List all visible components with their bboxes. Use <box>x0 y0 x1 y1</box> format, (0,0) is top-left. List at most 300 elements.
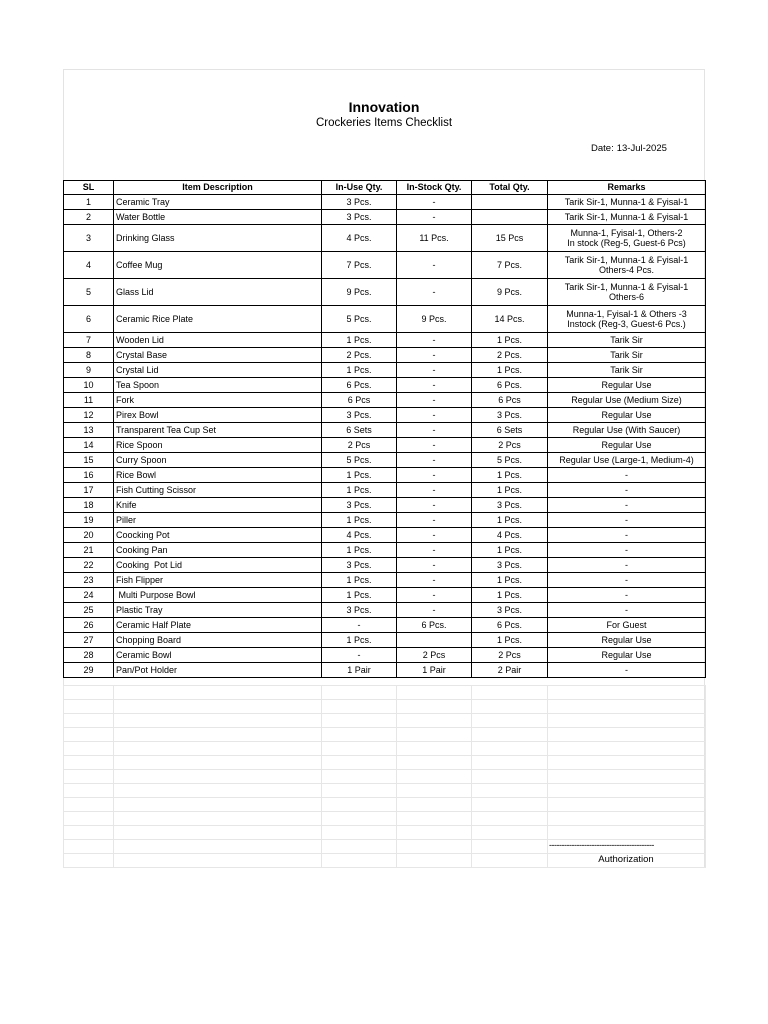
empty-cell <box>472 784 548 798</box>
table-row <box>64 279 706 306</box>
table-row <box>64 558 706 573</box>
cell-remarks: - <box>548 468 706 483</box>
cell-sl: 7 <box>64 333 114 348</box>
cell-remarks: - <box>548 663 706 678</box>
empty-cell <box>548 728 706 742</box>
cell-sl: 24 <box>64 588 114 603</box>
cell-sl: 8 <box>64 348 114 363</box>
cell-in-use-qty: 6 Sets <box>322 423 397 438</box>
cell-sl: 17 <box>64 483 114 498</box>
remarks-line-2: Others-6 <box>608 292 644 302</box>
table-row <box>64 603 706 618</box>
cell-in-stock-qty: 11 Pcs. <box>397 225 472 252</box>
cell-remarks: Regular Use <box>548 633 706 648</box>
empty-row <box>64 728 706 742</box>
table-row <box>64 648 706 663</box>
cell-total-qty: 1 Pcs. <box>472 588 548 603</box>
cell-total-qty: 3 Pcs. <box>472 498 548 513</box>
empty-cell <box>472 812 548 826</box>
cell-remarks: Tarik Sir <box>548 363 706 378</box>
cell-item-description: Coffee Mug <box>114 252 322 279</box>
empty-cell <box>114 840 322 854</box>
cell-remarks <box>548 225 706 252</box>
table-row <box>64 588 706 603</box>
cell-sl: 28 <box>64 648 114 663</box>
cell-total-qty: 3 Pcs. <box>472 603 548 618</box>
column-header-sl: SL <box>64 181 114 195</box>
cell-total-qty: 3 Pcs. <box>472 558 548 573</box>
cell-remarks: Regular Use <box>548 408 706 423</box>
cell-remarks: - <box>548 573 706 588</box>
empty-cell <box>548 714 706 728</box>
empty-cell <box>322 854 397 868</box>
cell-remarks: Regular Use (With Saucer) <box>548 423 706 438</box>
empty-cell <box>472 714 548 728</box>
table-row <box>64 306 706 333</box>
empty-cell <box>397 700 472 714</box>
empty-cell <box>472 686 548 700</box>
cell-in-use-qty: 1 Pcs. <box>322 513 397 528</box>
table-row <box>64 363 706 378</box>
empty-cell <box>548 770 706 784</box>
cell-sl: 5 <box>64 279 114 306</box>
cell-total-qty: 1 Pcs. <box>472 333 548 348</box>
table-row <box>64 438 706 453</box>
cell-in-use-qty: 2 Pcs. <box>322 348 397 363</box>
cell-in-use-qty: 3 Pcs. <box>322 603 397 618</box>
cell-item-description: Cooking Pan <box>114 543 322 558</box>
cell-in-stock-qty: - <box>397 543 472 558</box>
cell-item-description: Pan/Pot Holder <box>114 663 322 678</box>
empty-row <box>64 798 706 812</box>
cell-total-qty <box>472 195 548 210</box>
remarks-line-2: Instock (Reg-3, Guest-6 Pcs.) <box>567 319 686 329</box>
cell-in-use-qty: 1 Pcs. <box>322 543 397 558</box>
empty-cell <box>472 742 548 756</box>
cell-in-stock-qty: - <box>397 588 472 603</box>
empty-cell <box>397 756 472 770</box>
empty-cell <box>114 714 322 728</box>
empty-cell <box>548 784 706 798</box>
cell-in-stock-qty: 6 Pcs. <box>397 618 472 633</box>
cell-item-description: Glass Lid <box>114 279 322 306</box>
cell-item-description: Chopping Board <box>114 633 322 648</box>
empty-cell <box>397 854 472 868</box>
cell-item-description: Plastic Tray <box>114 603 322 618</box>
cell-remarks: Regular Use <box>548 378 706 393</box>
cell-in-use-qty: 1 Pcs. <box>322 573 397 588</box>
document-title: Innovation <box>348 99 420 115</box>
cell-item-description: Coocking Pot <box>114 528 322 543</box>
cell-in-stock-qty: - <box>397 210 472 225</box>
cell-remarks: Regular Use (Large-1, Medium-4) <box>548 453 706 468</box>
cell-item-description: Drinking Glass <box>114 225 322 252</box>
cell-in-use-qty: 2 Pcs <box>322 438 397 453</box>
cell-remarks: - <box>548 543 706 558</box>
empty-row <box>64 826 706 840</box>
empty-cell <box>322 812 397 826</box>
empty-cell <box>114 798 322 812</box>
empty-cell <box>114 812 322 826</box>
empty-row <box>64 756 706 770</box>
cell-total-qty: 2 Pcs. <box>472 348 548 363</box>
cell-remarks <box>548 252 706 279</box>
table-row <box>64 210 706 225</box>
cell-in-use-qty: 1 Pcs. <box>322 363 397 378</box>
cell-in-stock-qty: - <box>397 252 472 279</box>
empty-cell <box>472 756 548 770</box>
table-row <box>64 195 706 210</box>
cell-remarks: Regular Use (Medium Size) <box>548 393 706 408</box>
cell-in-stock-qty: - <box>397 573 472 588</box>
empty-cell <box>64 840 114 854</box>
empty-cell <box>548 686 706 700</box>
cell-item-description: Wooden Lid <box>114 333 322 348</box>
cell-item-description: Curry Spoon <box>114 453 322 468</box>
column-header-total: Total Qty. <box>472 181 548 195</box>
cell-in-stock-qty: 9 Pcs. <box>397 306 472 333</box>
cell-item-description: Tea Spoon <box>114 378 322 393</box>
empty-cell <box>64 714 114 728</box>
empty-cell <box>397 686 472 700</box>
empty-cell <box>114 686 322 700</box>
cell-total-qty: 1 Pcs. <box>472 513 548 528</box>
cell-in-use-qty: - <box>322 618 397 633</box>
date-value: 13-Jul-2025 <box>616 143 667 154</box>
empty-cell <box>548 756 706 770</box>
cell-remarks: Tarik Sir-1, Munna-1 & Fyisal-1 <box>548 210 706 225</box>
empty-cell <box>114 784 322 798</box>
table-row <box>64 498 706 513</box>
empty-cell <box>322 840 397 854</box>
cell-total-qty: 2 Pcs <box>472 438 548 453</box>
cell-in-stock-qty: 1 Pair <box>397 663 472 678</box>
table-row <box>64 528 706 543</box>
table-row <box>64 333 706 348</box>
empty-row <box>64 742 706 756</box>
cell-total-qty: 1 Pcs. <box>472 633 548 648</box>
cell-sl: 1 <box>64 195 114 210</box>
cell-sl: 4 <box>64 252 114 279</box>
cell-sl: 25 <box>64 603 114 618</box>
table-row <box>64 633 706 648</box>
cell-in-stock-qty: - <box>397 393 472 408</box>
empty-cell <box>64 798 114 812</box>
cell-in-stock-qty: - <box>397 279 472 306</box>
cell-sl: 21 <box>64 543 114 558</box>
cell-in-use-qty: 1 Pcs. <box>322 633 397 648</box>
empty-cell <box>472 854 548 868</box>
cell-item-description: Crystal Lid <box>114 363 322 378</box>
cell-in-use-qty: 1 Pcs. <box>322 588 397 603</box>
empty-cell <box>322 714 397 728</box>
empty-row <box>64 770 706 784</box>
cell-item-description: Fish Flipper <box>114 573 322 588</box>
empty-cell <box>114 756 322 770</box>
table-row <box>64 513 706 528</box>
cell-sl: 3 <box>64 225 114 252</box>
cell-sl: 18 <box>64 498 114 513</box>
empty-cell <box>397 840 472 854</box>
empty-cell <box>114 742 322 756</box>
empty-cell <box>472 840 548 854</box>
column-header-in-stock: In-Stock Qty. <box>397 181 472 195</box>
cell-in-stock-qty: - <box>397 513 472 528</box>
cell-total-qty: 6 Pcs. <box>472 618 548 633</box>
empty-cell <box>472 770 548 784</box>
remarks-line-2: In stock (Reg-5, Guest-6 Pcs) <box>567 238 686 248</box>
cell-remarks: - <box>548 588 706 603</box>
table-row <box>64 393 706 408</box>
cell-item-description: Ceramic Tray <box>114 195 322 210</box>
cell-in-use-qty: 4 Pcs. <box>322 225 397 252</box>
empty-cell <box>114 854 322 868</box>
cell-total-qty: 9 Pcs. <box>472 279 548 306</box>
cell-remarks: Tarik Sir <box>548 348 706 363</box>
cell-item-description: Ceramic Half Plate <box>114 618 322 633</box>
cell-sl: 10 <box>64 378 114 393</box>
cell-in-use-qty: 3 Pcs. <box>322 558 397 573</box>
table-header-row <box>64 181 706 195</box>
cell-sl: 2 <box>64 210 114 225</box>
empty-cell <box>322 728 397 742</box>
cell-item-description: Fork <box>114 393 322 408</box>
cell-item-description: Cooking Pot Lid <box>114 558 322 573</box>
cell-item-description: Knife <box>114 498 322 513</box>
cell-in-stock-qty: - <box>397 468 472 483</box>
table-row <box>64 252 706 279</box>
empty-cell <box>64 812 114 826</box>
empty-cell <box>64 742 114 756</box>
cell-in-use-qty: 6 Pcs. <box>322 378 397 393</box>
cell-remarks: For Guest <box>548 618 706 633</box>
cell-total-qty: 2 Pcs <box>472 648 548 663</box>
cell-in-stock-qty: - <box>397 195 472 210</box>
cell-sl: 26 <box>64 618 114 633</box>
empty-cell <box>548 742 706 756</box>
empty-cell <box>322 700 397 714</box>
cell-item-description: Fish Cutting Scissor <box>114 483 322 498</box>
empty-cell <box>397 770 472 784</box>
checklist-table <box>63 180 706 678</box>
empty-row <box>64 812 706 826</box>
empty-cell <box>548 798 706 812</box>
cell-sl: 29 <box>64 663 114 678</box>
column-header-in-use: In-Use Qty. <box>322 181 397 195</box>
cell-total-qty: 1 Pcs. <box>472 543 548 558</box>
cell-sl: 12 <box>64 408 114 423</box>
cell-in-stock-qty: - <box>397 348 472 363</box>
cell-remarks: - <box>548 603 706 618</box>
cell-in-use-qty: 3 Pcs. <box>322 195 397 210</box>
empty-cell <box>114 728 322 742</box>
cell-total-qty: 6 Pcs <box>472 393 548 408</box>
cell-remarks: Tarik Sir-1, Munna-1 & Fyisal-1 <box>548 195 706 210</box>
cell-item-description: Transparent Tea Cup Set <box>114 423 322 438</box>
empty-row <box>64 700 706 714</box>
cell-remarks: Regular Use <box>548 438 706 453</box>
cell-item-description: Pirex Bowl <box>114 408 322 423</box>
table-row <box>64 663 706 678</box>
cell-remarks: - <box>548 528 706 543</box>
cell-total-qty: 5 Pcs. <box>472 453 548 468</box>
cell-item-description: Rice Spoon <box>114 438 322 453</box>
cell-total-qty: 7 Pcs. <box>472 252 548 279</box>
cell-sl: 11 <box>64 393 114 408</box>
cell-in-use-qty: 1 Pcs. <box>322 483 397 498</box>
cell-in-stock-qty: - <box>397 333 472 348</box>
empty-cell <box>64 854 114 868</box>
cell-in-stock-qty: - <box>397 483 472 498</box>
cell-in-use-qty: 5 Pcs. <box>322 453 397 468</box>
cell-total-qty: 6 Sets <box>472 423 548 438</box>
table-row <box>64 573 706 588</box>
empty-cell <box>64 826 114 840</box>
remarks-line-1: Munna-1, Fyisal-1 & Others -3 <box>566 308 687 319</box>
cell-in-use-qty: 1 Pair <box>322 663 397 678</box>
cell-in-stock-qty: - <box>397 498 472 513</box>
cell-in-use-qty: 6 Pcs <box>322 393 397 408</box>
table-row <box>64 453 706 468</box>
cell-in-stock-qty: - <box>397 558 472 573</box>
empty-cell <box>322 770 397 784</box>
table-row <box>64 408 706 423</box>
cell-sl: 14 <box>64 438 114 453</box>
table-row <box>64 618 706 633</box>
cell-in-use-qty: 3 Pcs. <box>322 210 397 225</box>
cell-total-qty: 1 Pcs. <box>472 483 548 498</box>
cell-sl: 6 <box>64 306 114 333</box>
cell-sl: 23 <box>64 573 114 588</box>
remarks-line-1: Tarik Sir-1, Munna-1 & Fyisal-1 <box>564 254 689 265</box>
cell-total-qty: 1 Pcs. <box>472 573 548 588</box>
empty-cell <box>397 798 472 812</box>
table-row <box>64 348 706 363</box>
empty-cell <box>397 742 472 756</box>
remarks-line-1: Munna-1, Fyisal-1, Others-2 <box>570 227 683 238</box>
empty-cell <box>322 826 397 840</box>
document-subtitle: Crockeries Items Checklist <box>315 117 453 129</box>
cell-in-use-qty: 7 Pcs. <box>322 252 397 279</box>
cell-remarks: Tarik Sir <box>548 333 706 348</box>
remarks-line-1: Tarik Sir-1, Munna-1 & Fyisal-1 <box>564 281 689 292</box>
empty-cell <box>322 784 397 798</box>
empty-cell <box>397 728 472 742</box>
empty-cell <box>64 728 114 742</box>
cell-sl: 22 <box>64 558 114 573</box>
cell-item-description: Piller <box>114 513 322 528</box>
cell-sl: 16 <box>64 468 114 483</box>
cell-total-qty: 14 Pcs. <box>472 306 548 333</box>
column-header-remarks: Remarks <box>548 181 706 195</box>
remarks-line-2: Others-4 Pcs. <box>598 265 654 275</box>
table-row <box>64 225 706 252</box>
cell-in-use-qty: 1 Pcs. <box>322 333 397 348</box>
empty-cell <box>472 798 548 812</box>
empty-cell <box>548 826 706 840</box>
cell-in-use-qty: 5 Pcs. <box>322 306 397 333</box>
cell-in-use-qty: 9 Pcs. <box>322 279 397 306</box>
empty-row <box>64 714 706 728</box>
cell-total-qty: 2 Pair <box>472 663 548 678</box>
cell-remarks: Regular Use <box>548 648 706 663</box>
cell-remarks <box>548 306 706 333</box>
cell-total-qty: 1 Pcs. <box>472 468 548 483</box>
table-row <box>64 483 706 498</box>
cell-item-description: Ceramic Bowl <box>114 648 322 663</box>
cell-in-use-qty: 4 Pcs. <box>322 528 397 543</box>
date-line <box>591 143 667 154</box>
empty-cell <box>322 686 397 700</box>
cell-sl: 13 <box>64 423 114 438</box>
cell-sl: 27 <box>64 633 114 648</box>
table-row <box>64 378 706 393</box>
empty-cell <box>397 714 472 728</box>
empty-cell <box>472 826 548 840</box>
cell-in-stock-qty: - <box>397 423 472 438</box>
empty-cell <box>322 756 397 770</box>
authorization-label: Authorization <box>598 854 654 865</box>
cell-item-description: Multi Purpose Bowl <box>114 588 322 603</box>
empty-cell <box>548 700 706 714</box>
empty-cell <box>397 826 472 840</box>
empty-cell <box>322 798 397 812</box>
cell-in-stock-qty: 2 Pcs <box>397 648 472 663</box>
cell-in-stock-qty: - <box>397 453 472 468</box>
empty-cell <box>64 784 114 798</box>
cell-in-stock-qty: - <box>397 408 472 423</box>
cell-total-qty <box>472 210 548 225</box>
cell-total-qty: 3 Pcs. <box>472 408 548 423</box>
empty-cell <box>548 812 706 826</box>
empty-row <box>64 784 706 798</box>
cell-item-description: Ceramic Rice Plate <box>114 306 322 333</box>
empty-cell <box>397 812 472 826</box>
empty-cell <box>472 728 548 742</box>
signature-line: ------------------------------------------ <box>549 840 654 850</box>
cell-sl: 15 <box>64 453 114 468</box>
empty-cell <box>114 770 322 784</box>
cell-remarks: - <box>548 483 706 498</box>
column-header-item: Item Description <box>114 181 322 195</box>
cell-in-use-qty: 3 Pcs. <box>322 498 397 513</box>
cell-item-description: Crystal Base <box>114 348 322 363</box>
cell-sl: 9 <box>64 363 114 378</box>
cell-remarks: - <box>548 498 706 513</box>
cell-in-stock-qty <box>397 633 472 648</box>
cell-remarks <box>548 279 706 306</box>
cell-in-stock-qty: - <box>397 528 472 543</box>
cell-total-qty: 15 Pcs <box>472 225 548 252</box>
empty-cell <box>64 756 114 770</box>
empty-cell <box>114 700 322 714</box>
table-row <box>64 468 706 483</box>
cell-in-use-qty: - <box>322 648 397 663</box>
empty-cell <box>397 784 472 798</box>
cell-in-use-qty: 3 Pcs. <box>322 408 397 423</box>
cell-sl: 19 <box>64 513 114 528</box>
cell-item-description: Water Bottle <box>114 210 322 225</box>
empty-cell <box>64 700 114 714</box>
table-row <box>64 423 706 438</box>
cell-remarks: - <box>548 513 706 528</box>
cell-in-stock-qty: - <box>397 378 472 393</box>
empty-cell <box>64 686 114 700</box>
empty-cell <box>64 770 114 784</box>
cell-in-stock-qty: - <box>397 438 472 453</box>
cell-in-stock-qty: - <box>397 603 472 618</box>
date-label: Date: <box>591 143 614 154</box>
